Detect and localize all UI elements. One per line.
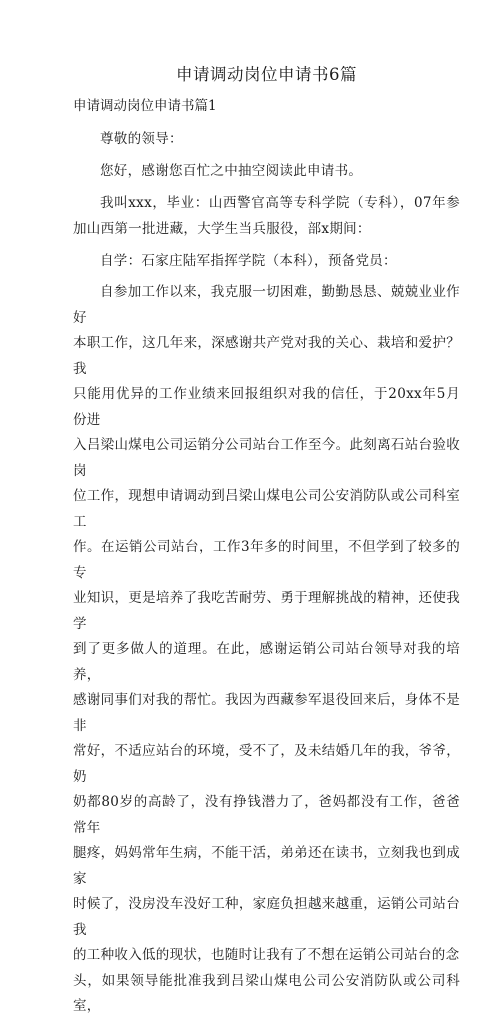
paragraph-main-line: 自参加工作以来，我克服一切困难，勤勤恳恳、兢兢业业作好 xyxy=(73,284,460,326)
paragraph-main-line: 的工种收入低的现状，也随时让我有了不想在运销公司站台的念 xyxy=(73,947,460,963)
paragraph-main-line: 到了更多做人的道理。在此，感谢运销公司站台领导对我的培养， xyxy=(73,641,460,683)
paragraph-main-line: 常好，不适应站台的环境，受不了，及未结婚几年的我，爷爷，奶 xyxy=(73,743,460,785)
salutation: 尊敬的领导： xyxy=(100,131,183,147)
paragraph-main-line: 腿疼，妈妈常年生病，不能干活，弟弟还在读书，立刻我也到成家 xyxy=(73,845,460,887)
paragraph-main-line: 感谢同事们对我的帮忙。我因为西藏参军退役回来后，身体不是非 xyxy=(73,692,460,734)
document-subtitle: 申请调动岗位申请书篇1 xyxy=(73,98,217,114)
paragraph-main-line: 时候了，没房没车没好工种，家庭负担越来越重，运销公司站台我 xyxy=(73,896,460,938)
paragraph-main-line: 本职工作，这几年来，深感谢共产党对我的关心、栽培和爱护？我 xyxy=(73,335,460,377)
paragraph-main-line: 入吕梁山煤电公司运销分公司站台工作至今。此刻离石站台验收岗 xyxy=(73,437,460,479)
paragraph-main xyxy=(73,280,460,1020)
paragraph-main-line: 头，如果领导能批准我到吕梁山煤电公司公安消防队或公司科室， xyxy=(73,972,460,1014)
paragraph-main-line: 位工作，现想申请调动到吕梁山煤电公司公安消防队或公司科室工 xyxy=(73,488,460,530)
paragraph-main-line: 业知识，更是培养了我吃苦耐劳、勇于理解挑战的精神，还使我学 xyxy=(73,590,460,632)
paragraph-main-line: 只能用优异的工作业绩来回报组织对我的信任，于20xx年5月份进 xyxy=(73,386,460,428)
paragraph-self-study: 自学：石家庄陆军指挥学院（本科），预备党员： xyxy=(100,253,397,269)
paragraph-greeting: 您好，感谢您百忙之中抽空阅读此申请书。 xyxy=(100,163,363,179)
paragraph-main-line: 作。在运销公司站台，工作3年多的时间里，不但学到了较多的专 xyxy=(73,539,460,581)
paragraph-main-line: 奶都80岁的高龄了，没有挣钱潜力了，爸妈都没有工作，爸爸常年 xyxy=(73,794,460,836)
document-title: 申请调动岗位申请书6篇 xyxy=(176,65,357,84)
paragraph-intro: 我叫xxx，毕业：山西警官高等专科学院（专科），07年参加山西第一批进藏，大学生当兵服役，部x期间： xyxy=(73,195,460,237)
